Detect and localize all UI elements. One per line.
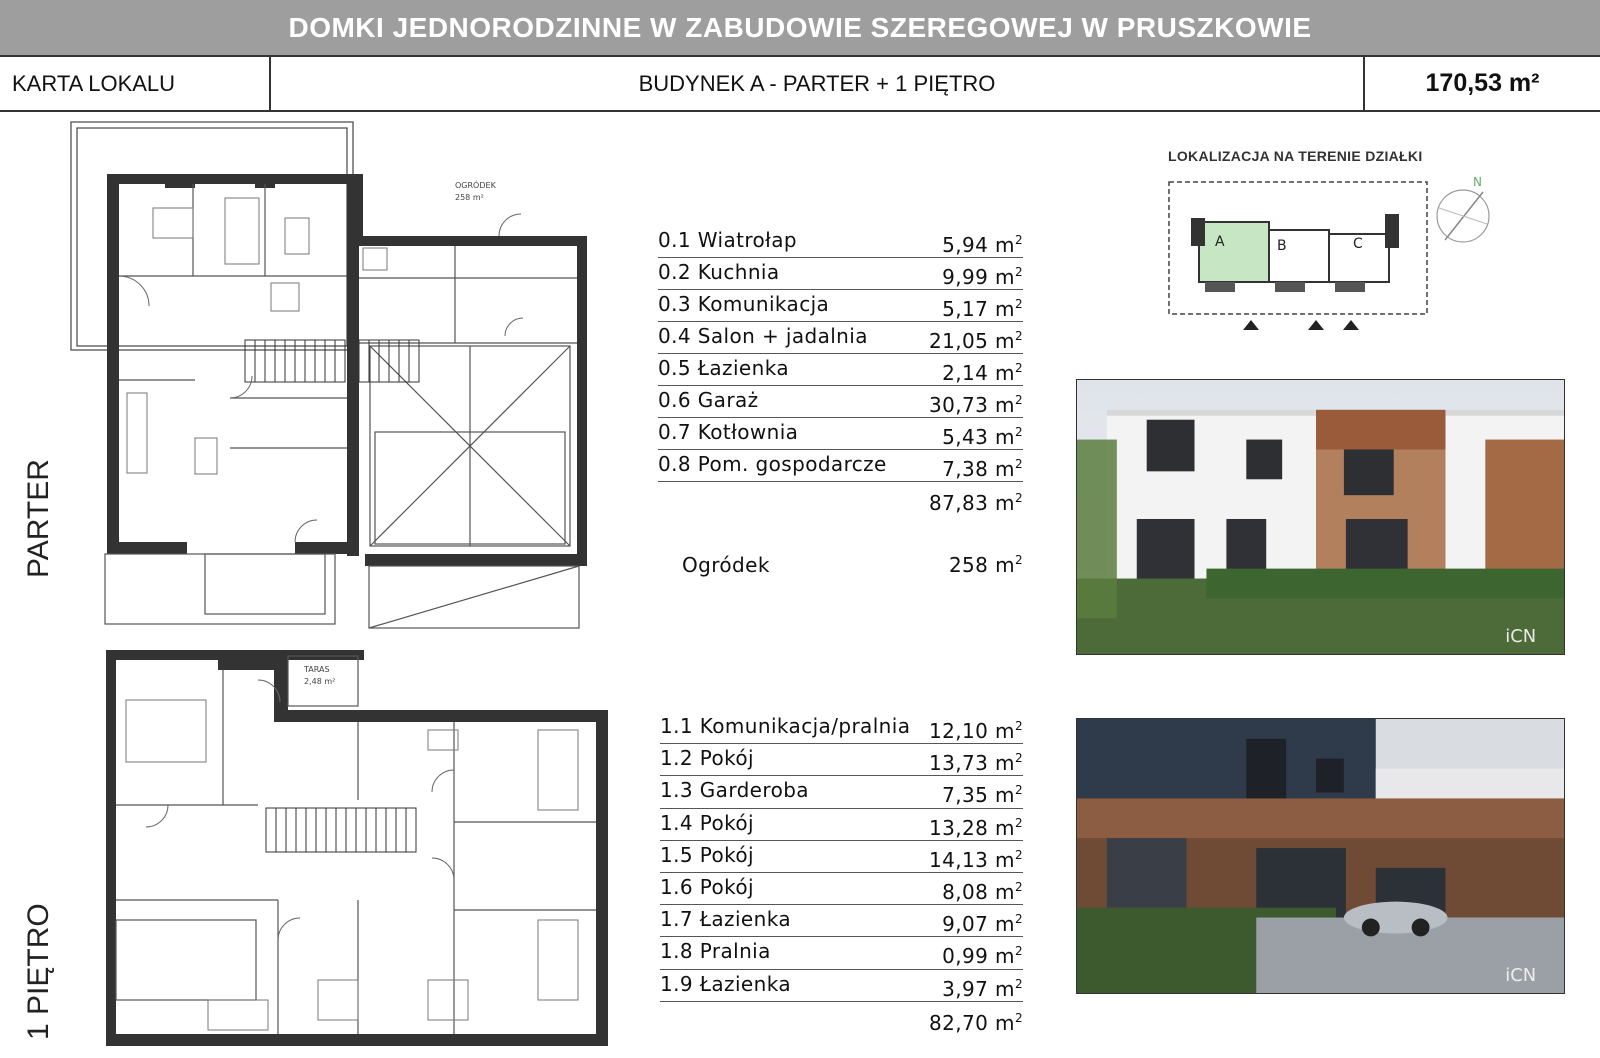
upper-floor-plan	[98, 650, 608, 1046]
ground-total: 87,83 $m^2$	[929, 491, 1023, 515]
garden-name: Ogródek	[682, 553, 770, 577]
list-item: 0.8 Pom. gospodarcze 7,38 $m^2$	[658, 452, 1023, 481]
floor-label-upper: 1 PIĘTRO	[22, 903, 55, 1040]
list-item: 0.6 Garaż 30,73 $m^2$	[658, 388, 1023, 417]
plan-terrace-area: 2,48 m²	[304, 677, 336, 686]
list-item: 0.1 Wiatrołap 5,94 $m^2$	[658, 228, 1023, 257]
upper-total: 82,70 $m^2$	[929, 1010, 1023, 1035]
plan-terrace-tag: TARAS	[304, 665, 330, 674]
unit-a-block	[1199, 222, 1269, 282]
card-label: KARTA LOKALU	[0, 57, 271, 110]
list-item: 1.6 Pokój 8,08 $m^2$	[660, 874, 1023, 904]
north-compass-icon	[1437, 175, 1489, 242]
list-item: 0.7 Kotłownia 5,43 $m^2$	[658, 420, 1023, 449]
photo-watermark: iCN	[1505, 626, 1537, 648]
list-item: 1.2 Pokój 13,73 $m^2$	[660, 746, 1023, 776]
unit-a-label: A	[1215, 234, 1225, 250]
list-item: 1.8 Pralnia 0,99 $m^2$	[660, 939, 1023, 969]
list-item: 0.3 Komunikacja 5,17 $m^2$	[658, 292, 1023, 321]
page-banner	[0, 0, 1600, 55]
total-area: 170,53 m²	[1425, 69, 1540, 97]
site-title: LOKALIZACJA NA TERENIE DZIAŁKI	[1168, 148, 1423, 164]
exterior-render-day	[1076, 379, 1565, 655]
ground-floor-plan	[65, 118, 605, 643]
list-item: 1.7 Łazienka 9,07 $m^2$	[660, 907, 1023, 937]
list-item: 0.5 Łazienka 2,14 $m^2$	[658, 356, 1023, 385]
floor-label-ground: PARTER	[22, 459, 55, 578]
photo-watermark: iCN	[1505, 965, 1537, 987]
plan-garden-area: 258 m²	[455, 193, 484, 202]
upper-room-list	[660, 712, 1023, 1034]
garden-area: 258 $m^2$	[948, 553, 1023, 577]
list-item: 1.5 Pokój 14,13 $m^2$	[660, 842, 1023, 872]
list-item: 0.2 Kuchnia 9,99 $m^2$	[658, 260, 1023, 289]
ground-room-list	[658, 226, 1023, 514]
building-label: BUDYNEK A - PARTER + 1 PIĘTRO	[271, 57, 1365, 110]
north-label: N	[1473, 175, 1482, 189]
list-item: 0.4 Salon + jadalnia 21,05 $m^2$	[658, 324, 1023, 353]
unit-b-label: B	[1277, 238, 1287, 254]
card-header	[0, 55, 1600, 112]
exterior-render-evening	[1076, 718, 1565, 994]
plan-garden-tag: OGRÓDEK	[455, 181, 496, 190]
unit-c-label: C	[1353, 236, 1363, 252]
list-item: 1.1 Komunikacja/pralnia 12,10 $m^2$	[660, 714, 1023, 743]
site-plan	[1165, 170, 1505, 340]
list-item: 1.4 Pokój 13,28 $m^2$	[660, 810, 1023, 840]
list-item: 1.9 Łazienka 3,97 $m^2$	[660, 971, 1023, 1001]
banner-title: DOMKI JEDNORODZINNE W ZABUDOWIE SZEREGOWEJ W PRUSZKOWIE	[288, 12, 1312, 43]
list-item: 1.3 Garderoba 7,35 $m^2$	[660, 778, 1023, 808]
